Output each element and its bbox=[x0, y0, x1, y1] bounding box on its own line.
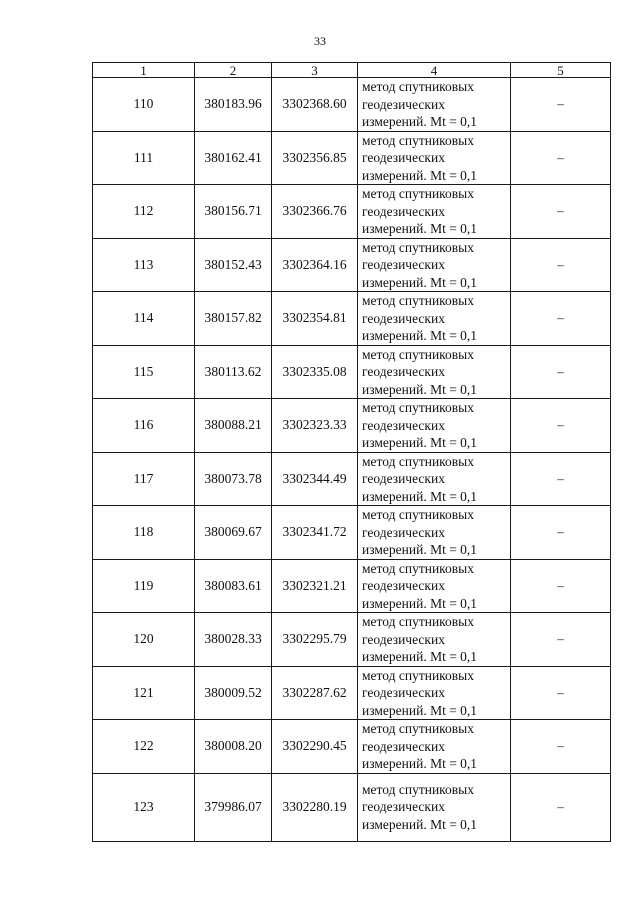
x-coordinate-cell: 380008.20 bbox=[195, 720, 272, 774]
method-text-line: измерений. Mt = 0,1 bbox=[362, 702, 478, 718]
note-cell: – bbox=[511, 399, 611, 453]
method-text-line: измерений. Mt = 0,1 bbox=[362, 167, 478, 183]
method-text-line: метод спутниковых bbox=[362, 721, 474, 736]
table-row bbox=[93, 452, 611, 506]
method-cell bbox=[358, 131, 511, 185]
method-text-line: геодезических bbox=[362, 471, 445, 486]
table-row bbox=[93, 613, 611, 667]
y-coordinate-cell: 3302344.49 bbox=[272, 452, 358, 506]
column-header: 3 bbox=[272, 63, 358, 78]
method-text-line: измерений. Mt = 0,1 bbox=[362, 328, 478, 343]
point-number-cell: 121 bbox=[93, 666, 195, 720]
point-number-cell: 116 bbox=[93, 399, 195, 453]
coordinates-table bbox=[92, 62, 611, 842]
column-header: 1 bbox=[93, 63, 195, 78]
point-number-cell: 120 bbox=[93, 613, 195, 667]
y-coordinate-cell: 3302290.45 bbox=[272, 720, 358, 774]
method-text-line: геодезических bbox=[362, 257, 445, 272]
table-row bbox=[93, 773, 611, 841]
table-row bbox=[93, 506, 611, 560]
x-coordinate-cell: 380152.43 bbox=[195, 238, 272, 292]
method-text-line: метод спутниковых bbox=[362, 132, 474, 148]
point-number-cell: 110 bbox=[93, 78, 195, 132]
y-coordinate-cell: 3302287.62 bbox=[272, 666, 358, 720]
method-text-line: геодезических bbox=[362, 96, 445, 112]
note-cell: – bbox=[511, 78, 611, 132]
x-coordinate-cell: 380113.62 bbox=[195, 345, 272, 399]
method-text-line: геодезических bbox=[362, 685, 445, 700]
table-row bbox=[93, 666, 611, 720]
method-cell bbox=[358, 559, 511, 613]
method-text-line: геодезических bbox=[362, 524, 445, 540]
method-text-line: измерений. Mt = 0,1 bbox=[362, 542, 478, 557]
y-coordinate-cell: 3302356.85 bbox=[272, 131, 358, 185]
point-number-cell: 112 bbox=[93, 185, 195, 239]
x-coordinate-cell: 380009.52 bbox=[195, 666, 272, 720]
note-cell: – bbox=[511, 773, 611, 841]
method-text-line: измерений. Mt = 0,1 bbox=[362, 221, 478, 236]
method-cell bbox=[358, 399, 511, 453]
note-cell: – bbox=[511, 345, 611, 399]
method-text-line: метод спутниковых bbox=[362, 79, 474, 94]
y-coordinate-cell: 3302354.81 bbox=[272, 292, 358, 346]
y-coordinate-cell: 3302295.79 bbox=[272, 613, 358, 667]
method-text-line: метод спутниковых bbox=[362, 560, 474, 576]
method-text-line: геодезических bbox=[362, 364, 445, 379]
method-cell bbox=[358, 78, 511, 132]
method-cell bbox=[358, 613, 511, 667]
method-text-line: метод спутниковых bbox=[362, 507, 474, 522]
note-cell: – bbox=[511, 452, 611, 506]
table-header-row bbox=[93, 63, 611, 78]
method-text-line: геодезических bbox=[362, 578, 445, 593]
method-text-line: геодезических bbox=[362, 417, 445, 433]
point-number-cell: 118 bbox=[93, 506, 195, 560]
table-row bbox=[93, 185, 611, 239]
note-cell: – bbox=[511, 238, 611, 292]
method-cell bbox=[358, 292, 511, 346]
note-cell: – bbox=[511, 185, 611, 239]
table-row bbox=[93, 559, 611, 613]
method-text-line: метод спутниковых bbox=[362, 186, 474, 201]
table-row bbox=[93, 238, 611, 292]
method-text-line: метод спутниковых bbox=[362, 239, 474, 255]
x-coordinate-cell: 380162.41 bbox=[195, 131, 272, 185]
method-text-line: измерений. Mt = 0,1 bbox=[362, 114, 478, 129]
method-cell bbox=[358, 345, 511, 399]
method-cell bbox=[358, 773, 511, 841]
y-coordinate-cell: 3302366.76 bbox=[272, 185, 358, 239]
column-header: 2 bbox=[195, 63, 272, 78]
x-coordinate-cell: 380083.61 bbox=[195, 559, 272, 613]
table-row bbox=[93, 399, 611, 453]
method-text-line: метод спутниковых bbox=[362, 781, 474, 797]
method-text-line: геодезических bbox=[362, 738, 445, 754]
point-number-cell: 111 bbox=[93, 131, 195, 185]
method-cell bbox=[358, 238, 511, 292]
note-cell: – bbox=[511, 131, 611, 185]
note-cell: – bbox=[511, 292, 611, 346]
note-cell: – bbox=[511, 559, 611, 613]
y-coordinate-cell: 3302280.19 bbox=[272, 773, 358, 841]
x-coordinate-cell: 380028.33 bbox=[195, 613, 272, 667]
method-text-line: метод спутниковых bbox=[362, 667, 474, 683]
method-text-line: метод спутниковых bbox=[362, 293, 474, 308]
x-coordinate-cell: 380156.71 bbox=[195, 185, 272, 239]
method-text-line: метод спутниковых bbox=[362, 346, 474, 362]
note-cell: – bbox=[511, 613, 611, 667]
method-cell bbox=[358, 452, 511, 506]
method-text-line: геодезических bbox=[362, 150, 445, 165]
point-number-cell: 122 bbox=[93, 720, 195, 774]
y-coordinate-cell: 3302341.72 bbox=[272, 506, 358, 560]
point-number-cell: 113 bbox=[93, 238, 195, 292]
point-number-cell: 123 bbox=[93, 773, 195, 841]
table-row bbox=[93, 292, 611, 346]
method-cell bbox=[358, 185, 511, 239]
method-text-line: измерений. Mt = 0,1 bbox=[362, 381, 478, 397]
x-coordinate-cell: 380069.67 bbox=[195, 506, 272, 560]
x-coordinate-cell: 380157.82 bbox=[195, 292, 272, 346]
y-coordinate-cell: 3302364.16 bbox=[272, 238, 358, 292]
method-cell bbox=[358, 506, 511, 560]
x-coordinate-cell: 380088.21 bbox=[195, 399, 272, 453]
method-text-line: измерений. Mt = 0,1 bbox=[362, 816, 478, 832]
table-row bbox=[93, 78, 611, 132]
method-text-line: измерений. Mt = 0,1 bbox=[362, 649, 478, 664]
point-number-cell: 115 bbox=[93, 345, 195, 399]
table-row bbox=[93, 345, 611, 399]
table-row bbox=[93, 131, 611, 185]
method-text-line: измерений. Mt = 0,1 bbox=[362, 274, 478, 290]
y-coordinate-cell: 3302323.33 bbox=[272, 399, 358, 453]
method-text-line: геодезических bbox=[362, 203, 445, 219]
table-body bbox=[93, 78, 611, 842]
x-coordinate-cell: 380183.96 bbox=[195, 78, 272, 132]
x-coordinate-cell: 380073.78 bbox=[195, 452, 272, 506]
point-number-cell: 119 bbox=[93, 559, 195, 613]
note-cell: – bbox=[511, 720, 611, 774]
note-cell: – bbox=[511, 506, 611, 560]
y-coordinate-cell: 3302368.60 bbox=[272, 78, 358, 132]
method-text-line: метод спутниковых bbox=[362, 614, 474, 629]
method-text-line: метод спутниковых bbox=[362, 453, 474, 469]
x-coordinate-cell: 379986.07 bbox=[195, 773, 272, 841]
method-text-line: геодезических bbox=[362, 631, 445, 647]
page-number: 33 bbox=[314, 34, 326, 48]
column-header: 5 bbox=[511, 63, 611, 78]
y-coordinate-cell: 3302335.08 bbox=[272, 345, 358, 399]
method-text-line: измерений. Mt = 0,1 bbox=[362, 595, 478, 611]
method-cell bbox=[358, 666, 511, 720]
method-text-line: метод спутниковых bbox=[362, 400, 474, 415]
point-number-cell: 117 bbox=[93, 452, 195, 506]
point-number-cell: 114 bbox=[93, 292, 195, 346]
method-text-line: геодезических bbox=[362, 310, 445, 326]
method-text-line: измерений. Mt = 0,1 bbox=[362, 756, 478, 771]
note-cell: – bbox=[511, 666, 611, 720]
column-header: 4 bbox=[358, 63, 511, 78]
method-cell bbox=[358, 720, 511, 774]
y-coordinate-cell: 3302321.21 bbox=[272, 559, 358, 613]
method-text-line: геодезических bbox=[362, 799, 445, 815]
method-text-line: измерений. Mt = 0,1 bbox=[362, 435, 478, 450]
table-row bbox=[93, 720, 611, 774]
method-text-line: измерений. Mt = 0,1 bbox=[362, 488, 478, 504]
